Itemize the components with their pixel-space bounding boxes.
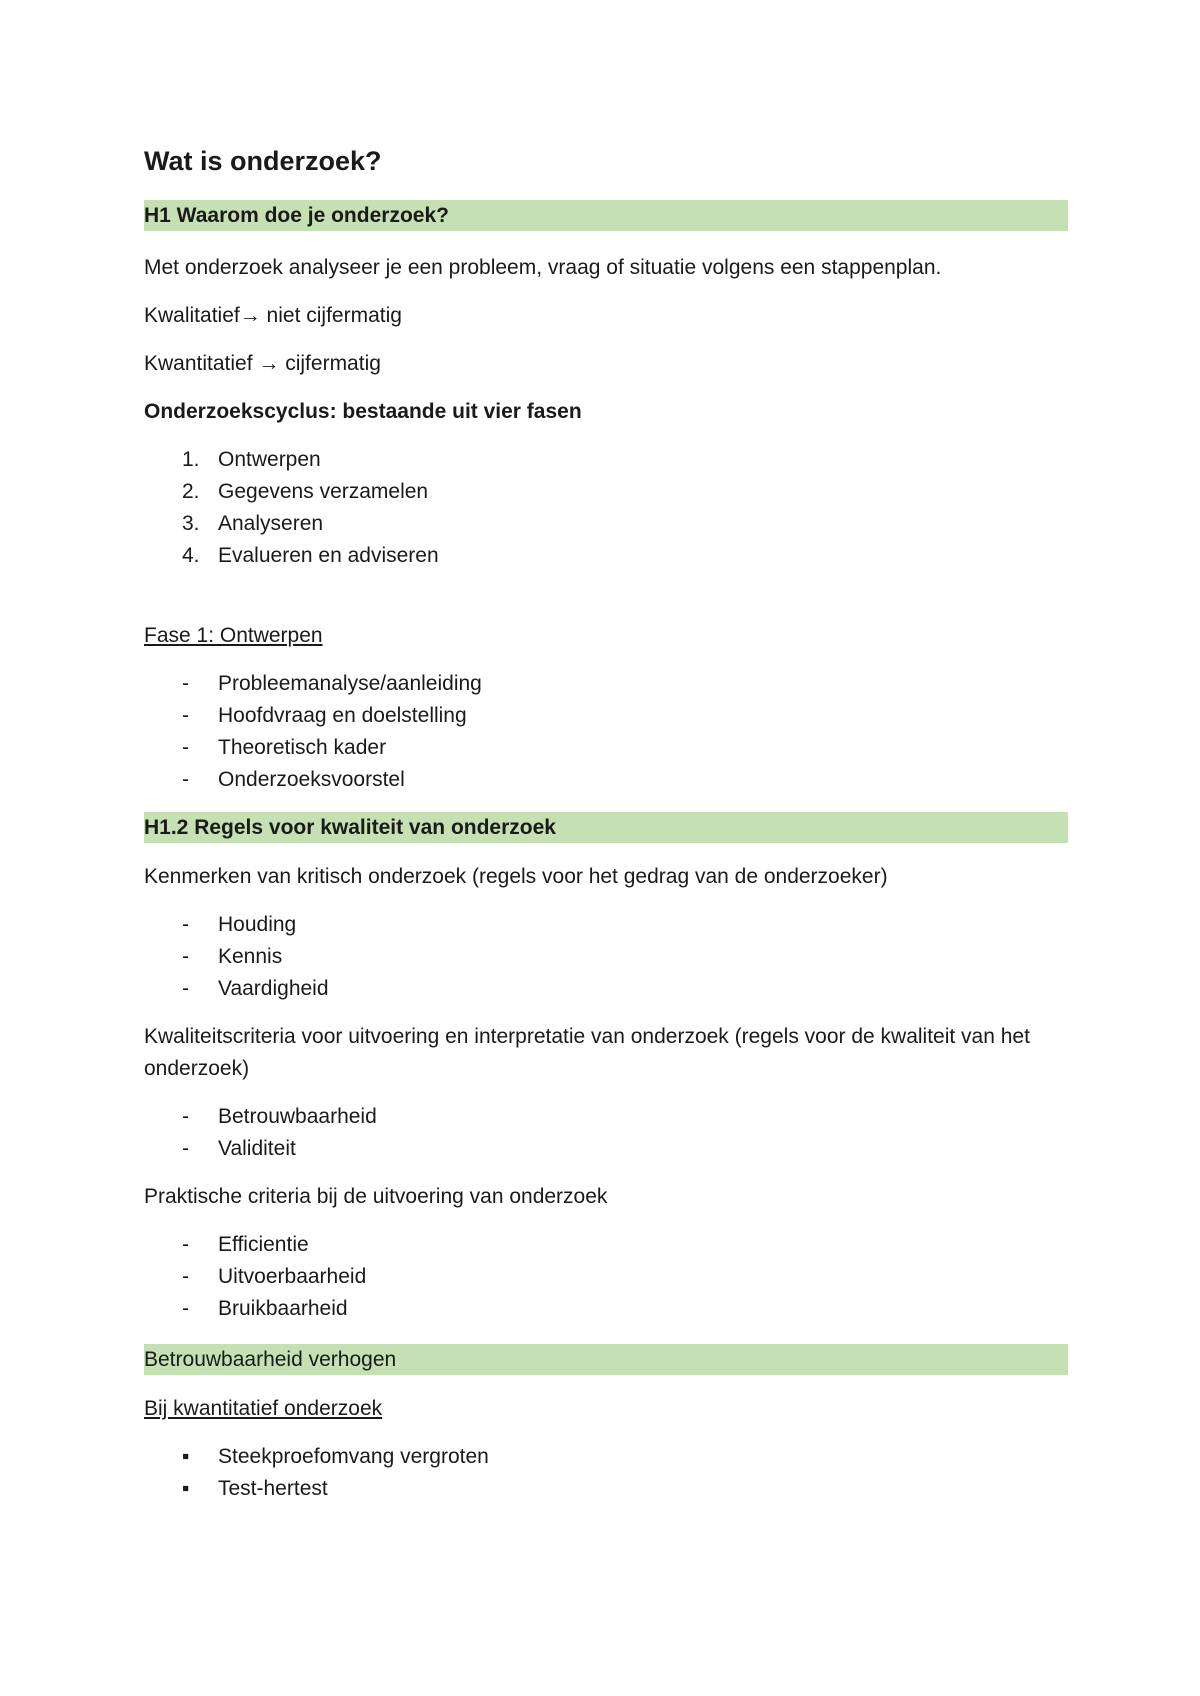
list-item — [144, 444, 439, 476]
list-item — [144, 668, 482, 700]
dash-bullet: - — [182, 1105, 189, 1128]
list-item-label: Onderzoeksvoorstel — [218, 768, 405, 791]
list-item — [144, 1473, 489, 1505]
list-item-label: Kennis — [218, 945, 283, 968]
list-item — [144, 540, 439, 572]
kwantitatief-list — [144, 1441, 489, 1505]
list-item — [144, 1293, 366, 1325]
list-item — [144, 941, 329, 973]
list-item-label: Analyseren — [218, 512, 324, 535]
kwalitatief-line: Kwalitatief→ niet cijfermatig — [144, 304, 402, 327]
list-item — [144, 909, 329, 941]
dash-bullet: - — [182, 1265, 189, 1288]
dash-bullet: - — [182, 977, 189, 1000]
list-item — [144, 476, 439, 508]
fase1-heading: Fase 1: Ontwerpen — [144, 624, 323, 647]
list-item-label: Vaardigheid — [218, 977, 329, 1000]
kenmerken-paragraph: Kenmerken van kritisch onderzoek (regels voor het gedrag van de onderzoeker) — [144, 865, 888, 888]
list-number: 3. — [182, 512, 200, 535]
fase1-list — [144, 668, 482, 796]
list-item-label: Efficientie — [218, 1233, 309, 1256]
cyclus-heading: Onderzoekscyclus: bestaande uit vier fasen — [144, 400, 582, 423]
dash-bullet: - — [182, 672, 189, 695]
heading-h1-2: H1.2 Regels voor kwaliteit van onderzoek — [144, 812, 1068, 843]
list-item-label: Evalueren en adviseren — [218, 544, 439, 567]
fasen-list — [144, 444, 439, 572]
list-item — [144, 764, 482, 796]
list-item — [144, 1133, 377, 1165]
dash-bullet: - — [182, 1297, 189, 1320]
list-item-label: Theoretisch kader — [218, 736, 387, 759]
list-item — [144, 1229, 366, 1261]
list-item-label: Betrouwbaarheid — [218, 1105, 377, 1128]
list-item-label: Validiteit — [218, 1137, 296, 1160]
square-bullet-icon: ▪ — [182, 1445, 190, 1468]
kwaliteit-list — [144, 1101, 377, 1165]
dash-bullet: - — [182, 1137, 189, 1160]
praktisch-paragraph: Praktische criteria bij de uitvoering van onderzoek — [144, 1185, 608, 1208]
list-item-label: Steekproefomvang vergroten — [218, 1445, 489, 1468]
list-item — [144, 973, 329, 1005]
list-item-label: Uitvoerbaarheid — [218, 1265, 367, 1288]
square-bullet-icon: ▪ — [182, 1477, 190, 1500]
dash-bullet: - — [182, 736, 189, 759]
heading-h1: H1 Waarom doe je onderzoek? — [144, 200, 1068, 231]
list-number: 4. — [182, 544, 200, 567]
list-item — [144, 1261, 366, 1293]
list-item — [144, 1101, 377, 1133]
list-item — [144, 1441, 489, 1473]
kenmerken-list — [144, 909, 329, 1005]
list-item — [144, 700, 482, 732]
list-item-label: Bruikbaarheid — [218, 1297, 348, 1320]
page-title: Wat is onderzoek? — [144, 146, 382, 176]
dash-bullet: - — [182, 1233, 189, 1256]
list-item — [144, 508, 439, 540]
list-item-label: Hoofdvraag en doelstelling — [218, 704, 467, 727]
heading-betrouwbaarheid: Betrouwbaarheid verhogen — [144, 1344, 1068, 1375]
dash-bullet: - — [182, 913, 189, 936]
praktisch-list — [144, 1229, 366, 1325]
kwantitatief-subheading: Bij kwantitatief onderzoek — [144, 1397, 383, 1420]
dash-bullet: - — [182, 768, 189, 791]
list-number: 2. — [182, 480, 200, 503]
list-item — [144, 732, 482, 764]
kwaliteitscriteria-paragraph: Kwaliteitscriteria voor uitvoering en interpretatie van onderzoek (regels voor de kwaliteit van het onderzoek) — [144, 1025, 1030, 1080]
intro-paragraph: Met onderzoek analyseer je een probleem, vraag of situatie volgens een stappenplan. — [144, 256, 942, 279]
list-item-label: Test-hertest — [218, 1477, 328, 1500]
list-item-label: Ontwerpen — [218, 448, 321, 471]
dash-bullet: - — [182, 945, 189, 968]
dash-bullet: - — [182, 704, 189, 727]
list-item-label: Gegevens verzamelen — [218, 480, 429, 503]
list-item-label: Houding — [218, 913, 297, 936]
list-number: 1. — [182, 448, 200, 471]
list-item-label: Probleemanalyse/aanleiding — [218, 672, 482, 695]
kwantitatief-line: Kwantitatief → cijfermatig — [144, 352, 381, 375]
